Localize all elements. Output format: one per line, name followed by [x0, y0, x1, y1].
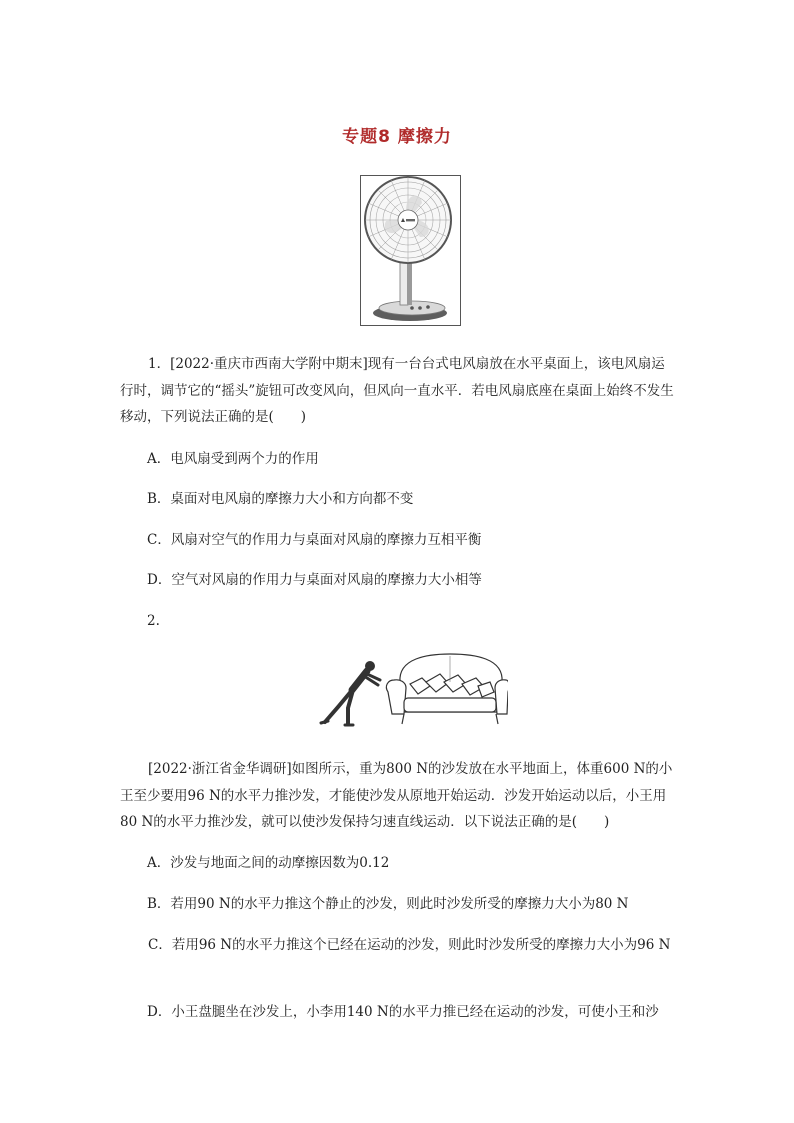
question-2-option-d: D．小王盘腿坐在沙发上，小李用140 N的水平力推已经在运动的沙发，可使小王和沙 [147, 1004, 659, 1020]
question-2-stem: [2022·浙江省金华调研]如图所示，重为800 N的沙发放在水平地面上，体重600 N的小王至少要用96 N的水平力推沙发，才能使沙发从原地开始运动．沙发开始运动以后，小王用80 N的水平力推沙发，就可以使沙发保持匀速直线运动．以下说法正确的是( ) [120, 761, 673, 830]
electric-fan-figure [360, 175, 461, 326]
question-1-option-a: A．电风扇受到两个力的作用 [147, 451, 319, 467]
question-2-option-c: C．若用96 N的水平力推这个已经在运动的沙发，则此时沙发所受的摩擦力大小为96 N [148, 937, 671, 953]
question-2-option-a: A．沙发与地面之间的动摩擦因数为0.12 [147, 855, 390, 871]
question-2-option-b: B．若用90 N的水平力推这个静止的沙发，则此时沙发所受的摩擦力大小为80 N [147, 896, 629, 912]
question-1-option-c: C．风扇对空气的作用力与桌面对风扇的摩擦力互相平衡 [147, 532, 482, 548]
question-1-stem: 1．[2022·重庆市西南大学附中期末]现有一台台式电风扇放在水平桌面上，该电风扇运行时，调节它的“摇头”旋钮可改变风向，但风向一直水平．若电风扇底座在桌面上始终不发生移动，下列说法正确的是( ) [120, 356, 674, 425]
person-pushing-sofa-figure [318, 652, 508, 730]
question-1-option-d: D．空气对风扇的作用力与桌面对风扇的摩擦力大小相等 [147, 572, 482, 588]
person-icon [321, 662, 380, 726]
sofa-icon [386, 654, 508, 724]
question-1-option-b: B．桌面对电风扇的摩擦力大小和方向都不变 [147, 491, 414, 507]
page-title: 专题8 摩擦力 [342, 127, 452, 147]
question-2-number: 2. [147, 613, 160, 629]
